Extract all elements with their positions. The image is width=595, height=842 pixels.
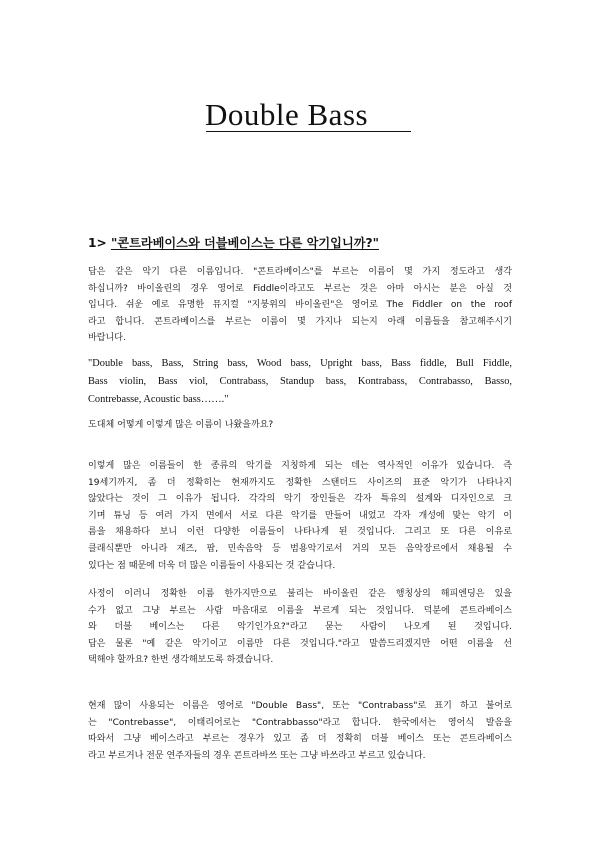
text-line: 따와서 그냥 베이스라고 부르는 경우가 있고 좀 더 정확히 더블 베이스 또는 콘트라베이스 (88, 734, 512, 745)
text-line: 사정이 이러니 정확한 이름 한가지만으로 불리는 바이올린 같은 행칭상의 해피엔딩은 있을 (88, 589, 512, 599)
text-line: 라고 합니다. 콘트라베이스를 부르는 이름이 몇 가지나 되는지 아래 이름들을 참고해주시기 (88, 316, 512, 327)
text-line: 는 "Contrebasse", 이태리어로는 "Contrabbasso"라고 합니다. 한국에서는 영어식 발음을 (88, 717, 512, 728)
text-line: 기며 튜닝 등 여러 가지 면에서 서로 다른 악기를 만들어 내었고 각자 개성에 맞는 악기 이 (88, 510, 512, 521)
text-line: 름을 채용하다 보니 이런 다양한 이름들이 나타나게 된 것입니다. 그리고 또 다른 이유로 (88, 527, 512, 538)
text-line: 바랍니다. (88, 333, 126, 344)
text-line: 답은 물론 "예 같은 악기이고 이름만 다른 것입니다."라고 말씀드리겠지만 어떤 이름을 선 (88, 638, 512, 649)
text-line: 있다는 점 때문에 더욱 더 많은 이름들이 사용되는 것 같습니다. (88, 560, 336, 571)
section-question: "콘트라베이스와 더블베이스는 다른 악기입니까?" (110, 236, 379, 250)
section-heading (88, 235, 379, 251)
paragraph-intro (88, 264, 512, 347)
text-line: 않았다는 것이 그 이유가 됩니다. 각각의 악기 장인들은 각자 특유의 설계와 디자인으로 크 (88, 494, 512, 505)
text-line: 클래식뿐만 아니라 재즈, 팝, 민속음악 등 범용악기로서 거의 모든 음악장르에서 채용될 수 (88, 543, 512, 554)
text-line: 라고 부르거나 전문 연주자들의 경우 콘트라바쓰 또는 그냥 바쓰라고 부르고 있습니다. (88, 750, 426, 761)
text-line: 와 더블 베이스는 다른 악기인가요?"라고 묻는 사람이 나오게 된 것입니다. (88, 622, 512, 633)
text-line: 입니다. 쉬운 예로 유명한 뮤지컬 "지붕위의 바이올린"은 영어로 The Fiddler on the roof (88, 300, 512, 311)
text-line: 하십니까? 바이올린의 경우 영어로 Fiddle이라고도 부르는 것은 아마 아시는 분은 아실 것 (88, 283, 512, 294)
text-line: Contrebasse, Acoustic bass……." (88, 394, 229, 405)
paragraph-current-names (88, 698, 512, 764)
text-line: 현재 많이 사용되는 이름은 영어로 "Double Bass", 또는 "Contrabass"로 표기 하고 불어로 (88, 701, 512, 711)
paragraph-name-list (88, 355, 512, 409)
text-line: 답은 같은 악기 다른 이름입니다. "콘트라베이스"를 부르는 이름이 몇 가지 정도라고 생각 (88, 267, 512, 277)
text-line: 19세기까지, 좀 더 정확히는 현재까지도 정확한 스탠더드 사이즈의 표준 악기가 나타나지 (88, 477, 512, 488)
text-line: 수가 없고 그냥 부르는 사람 마음대로 이름을 부르게 되는 것입니다. 덕분에 콘트라베이스 (88, 605, 512, 616)
paragraph-history (88, 458, 512, 574)
text-line: "Double bass, Bass, String bass, Wood bass, Upright bass, Bass fiddle, Bull Fiddle, (88, 358, 512, 369)
page-title: Double Bass (205, 97, 369, 132)
paragraph-question (88, 417, 512, 434)
paragraph-naming (88, 586, 512, 669)
text-line: 도대체 어떻게 이렇게 많은 이름이 나왔을까요? (88, 420, 274, 430)
section-number: 1> (88, 236, 107, 250)
text-line: Bass violin, Bass viol, Contrabass, Standup bass, Kontrabass, Contrabasso, Basso, (88, 376, 512, 387)
title-underline (206, 131, 411, 132)
text-line: 택해야 할까요? 한번 생각해보도록 하겠습니다. (88, 655, 274, 666)
text-line: 이렇게 많은 이름들이 한 종류의 악기를 지칭하게 되는 데는 역사적인 이유가 있습니다. 즉 (88, 461, 512, 471)
